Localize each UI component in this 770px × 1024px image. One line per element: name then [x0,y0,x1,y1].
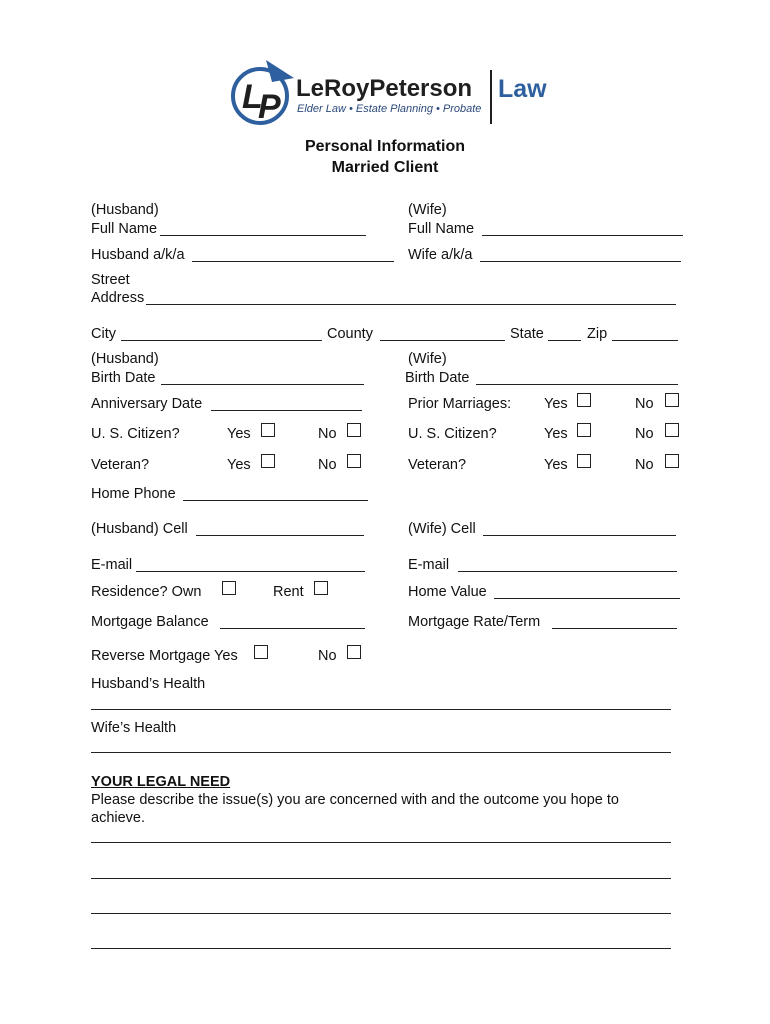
residence-own-label: Residence? Own [91,584,202,600]
legal-need-line-2[interactable] [91,878,671,879]
wife-birth-date-label: Birth Date [405,370,470,386]
reverse-mortgage-no-label: No [318,648,337,664]
page-subtitle: Married Client [331,159,439,176]
prior-marriages-yes-label: Yes [544,396,568,412]
anniversary-label: Anniversary Date [91,396,203,412]
zip-field[interactable] [612,340,678,341]
city-field[interactable] [121,340,322,341]
state-label: State [510,326,544,342]
legal-need-line-4[interactable] [91,948,671,949]
husband-citizen-label: U. S. Citizen? [91,426,180,442]
legal-need-line-1[interactable] [91,842,671,843]
wife-citizen-label: U. S. Citizen? [408,426,497,442]
husband-aka-label: Husband a/k/a [91,247,185,263]
husband-email-field[interactable] [136,571,365,572]
logo-tagline: Elder Law • Estate Planning • Probate [297,103,482,115]
wife-citizen-no-label: No [635,426,654,442]
logo-name: LeRoyPeterson [296,75,473,102]
husband-veteran-yes-label: Yes [227,457,251,473]
residence-own-checkbox[interactable] [222,581,236,595]
reverse-mortgage-yes-checkbox[interactable] [254,645,268,659]
husband-heading: (Husband) [91,202,159,218]
logo-divider [490,70,492,124]
wife-aka-field[interactable] [480,261,681,262]
wife-veteran-no-checkbox[interactable] [665,454,679,468]
wife-veteran-yes-checkbox[interactable] [577,454,591,468]
svg-text:P: P [258,88,281,126]
svg-text:L: L [242,78,263,116]
husband-veteran-yes-checkbox[interactable] [261,454,275,468]
county-field[interactable] [380,340,505,341]
home-value-label: Home Value [408,584,487,600]
wife-health-label: Wife’s Health [91,720,177,736]
wife-heading: (Wife) [408,202,447,218]
street-label: Street [91,272,130,288]
zip-label: Zip [587,326,608,342]
husband-health-field[interactable] [91,709,671,710]
prior-marriages-no-label: No [635,396,654,412]
wife-health-field[interactable] [91,752,671,753]
wife-full-name-field[interactable] [482,235,683,236]
anniversary-field[interactable] [211,410,362,411]
mortgage-balance-label: Mortgage Balance [91,614,209,630]
husband-health-label: Husband’s Health [91,676,206,692]
husband-veteran-no-checkbox[interactable] [347,454,361,468]
wife-citizen-yes-checkbox[interactable] [577,423,591,437]
wife-full-name-label: Full Name [408,221,475,237]
home-value-field[interactable] [494,598,680,599]
husband-citizen-no-checkbox[interactable] [347,423,361,437]
prior-marriages-label: Prior Marriages: [408,396,512,412]
residence-rent-label: Rent [273,584,304,600]
wife-aka-label: Wife a/k/a [408,247,473,263]
wife-email-label: E-mail [408,557,450,573]
prior-marriages-no-checkbox[interactable] [665,393,679,407]
husband-heading-2: (Husband) [91,351,159,367]
husband-full-name-label: Full Name [91,221,158,237]
wife-heading-2: (Wife) [408,351,447,367]
husband-citizen-yes-checkbox[interactable] [261,423,275,437]
wife-birth-date-field[interactable] [476,384,678,385]
mortgage-rate-field[interactable] [552,628,677,629]
residence-rent-checkbox[interactable] [314,581,328,595]
address-label: Address [91,290,145,306]
wife-citizen-no-checkbox[interactable] [665,423,679,437]
wife-veteran-yes-label: Yes [544,457,568,473]
address-field[interactable] [146,304,676,305]
legal-need-heading: YOUR LEGAL NEED [91,774,231,790]
husband-email-label: E-mail [91,557,133,573]
prior-marriages-yes-checkbox[interactable] [577,393,591,407]
logo-emblem-icon [228,56,296,128]
husband-citizen-yes-label: Yes [227,426,251,442]
husband-citizen-no-label: No [318,426,337,442]
state-field[interactable] [548,340,581,341]
husband-veteran-label: Veteran? [91,457,150,473]
legal-need-instructions-line2: achieve. [91,810,146,826]
home-phone-field[interactable] [183,500,368,501]
wife-citizen-yes-label: Yes [544,426,568,442]
husband-aka-field[interactable] [192,261,394,262]
wife-veteran-label: Veteran? [408,457,467,473]
mortgage-balance-field[interactable] [220,628,365,629]
wife-veteran-no-label: No [635,457,654,473]
husband-veteran-no-label: No [318,457,337,473]
mortgage-rate-label: Mortgage Rate/Term [408,614,541,630]
legal-need-instructions-line1: Please describe the issue(s) you are concerned with and the outcome you hope to [91,792,619,808]
husband-full-name-field[interactable] [160,235,366,236]
legal-need-line-3[interactable] [91,913,671,914]
husband-birth-date-field[interactable] [161,384,364,385]
reverse-mortgage-no-checkbox[interactable] [347,645,361,659]
city-label: City [91,326,116,342]
logo-law: Law [498,75,547,103]
wife-email-field[interactable] [458,571,677,572]
county-label: County [327,326,373,342]
home-phone-label: Home Phone [91,486,176,502]
page-title: Personal Information [304,138,466,155]
wife-cell-label: (Wife) Cell [408,521,476,537]
husband-cell-label: (Husband) Cell [91,521,188,537]
husband-birth-date-label: Birth Date [91,370,156,386]
reverse-mortgage-yes-label: Reverse Mortgage Yes [91,648,238,664]
husband-cell-field[interactable] [196,535,364,536]
wife-cell-field[interactable] [483,535,676,536]
